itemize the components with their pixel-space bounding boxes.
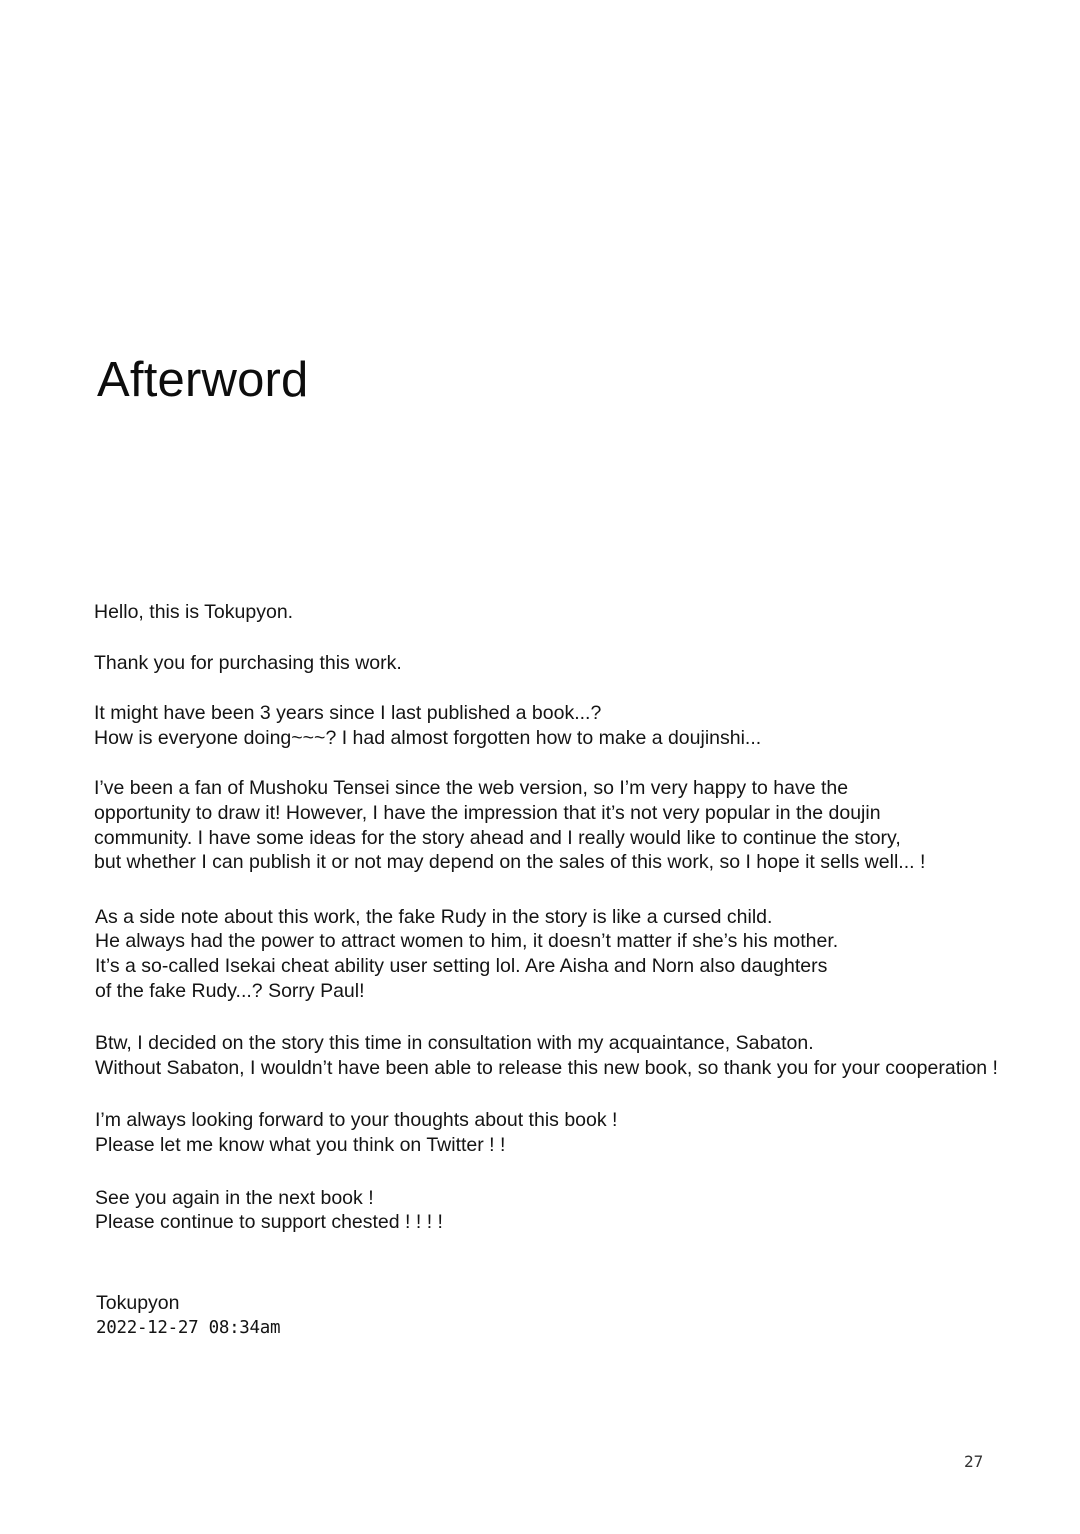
page-number: 27 <box>964 1452 984 1471</box>
text-line: It might have been 3 years since I last published a book...? <box>94 702 602 725</box>
text-line: community. I have some ideas for the story ahead and I really would like to continue the story, <box>94 826 901 849</box>
text-line: Thank you for purchasing this work. <box>94 651 402 674</box>
paragraph-side-note <box>95 905 1054 1003</box>
text-line: How is everyone doing~~~? I had almost forgotten how to make a doujinshi... <box>94 726 762 749</box>
signature-date: 2022-12-27 08:34am <box>96 1317 281 1338</box>
text-line: of the fake Rudy...? Sorry Paul! <box>95 979 365 1002</box>
text-line: opportunity to draw it! However, I have the impression that it’s not very popular in the doujin <box>94 801 881 824</box>
paragraph-acknowledgement <box>95 1031 1054 1080</box>
paragraph-feedback <box>95 1108 1054 1157</box>
text-line: He always had the power to attract women to him, it doesn’t matter if she’s his mother. <box>95 930 839 953</box>
text-line: As a side note about this work, the fake Rudy in the story is like a cursed child. <box>95 905 773 928</box>
text-line: See you again in the next book ! <box>95 1186 374 1209</box>
text-line: Please continue to support chested ! ! ! ! <box>95 1211 443 1234</box>
paragraph-greeting <box>94 600 1054 625</box>
author-name: Tokupyon <box>96 1292 180 1314</box>
text-line: Please let me know what you think on Twitter ! ! <box>95 1133 506 1156</box>
afterword-body <box>94 600 1054 1235</box>
text-line: but whether I can publish it or not may depend on the sales of this work, so I hope it sells well... ! <box>94 851 926 874</box>
text-line: I’ve been a fan of Mushoku Tensei since the web version, so I’m very happy to have the <box>94 777 849 800</box>
signature-block <box>96 1291 280 1340</box>
paragraph-return <box>94 701 1054 750</box>
paragraph-fandom <box>94 776 1054 874</box>
paragraph-farewell <box>95 1186 1054 1235</box>
page-title: Afterword <box>97 353 309 407</box>
paragraph-thanks <box>94 651 1054 676</box>
text-line: Hello, this is Tokupyon. <box>94 601 294 623</box>
text-line: It’s a so-called Isekai cheat ability user setting lol. Are Aisha and Norn also daughters <box>95 954 828 977</box>
text-line: Btw, I decided on the story this time in consultation with my acquaintance, Sabaton. <box>95 1032 814 1055</box>
text-line: Without Sabaton, I wouldn’t have been able to release this new book, so thank you for your cooperation ! <box>95 1056 998 1079</box>
text-line: I’m always looking forward to your thoughts about this book ! <box>95 1109 618 1132</box>
